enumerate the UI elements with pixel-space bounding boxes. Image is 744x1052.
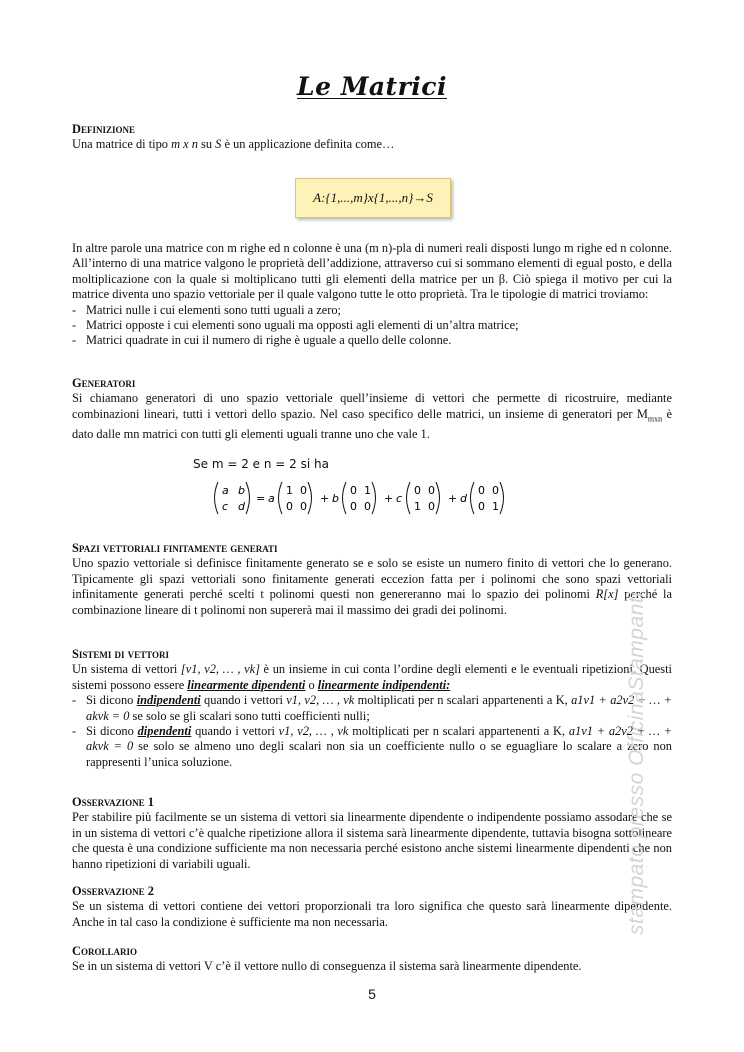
watermark: stampato presso OfficinaStampanti bbox=[625, 591, 648, 935]
heading-sistemi: Sistemi di vettori bbox=[72, 647, 169, 661]
section-corollario bbox=[72, 944, 672, 975]
svg-text:+: + bbox=[384, 492, 394, 505]
svg-text:0: 0 bbox=[364, 500, 371, 513]
section-osservazione-1 bbox=[72, 795, 672, 872]
osservazione-2-paragraph: Se un sistema di vettori contiene dei vettori proporzionali tra loro significa che questo sarà linearmente dipendente. Anche in tal caso la condizione è sufficiente ma non necessaria. bbox=[72, 899, 672, 929]
svg-text:+: + bbox=[448, 492, 458, 505]
coeff: b bbox=[332, 492, 339, 505]
svg-text:0: 0 bbox=[428, 484, 435, 497]
section-spazi bbox=[72, 541, 672, 618]
coeff: a bbox=[268, 492, 275, 505]
corollario-paragraph: Se in un sistema di vettori V c’è il vettore nullo di conseguenza il sistema sarà linearmente dipendente. bbox=[72, 959, 582, 974]
svg-text:0: 0 bbox=[478, 484, 485, 497]
basis-matrix bbox=[471, 482, 504, 514]
heading-definizione: Definizione bbox=[72, 122, 135, 136]
equation-label: Se m = 2 e n = 2 si ha bbox=[193, 457, 329, 471]
list-item: - Matrici quadrate in cui il numero di righe è uguale a quello delle colonne. bbox=[72, 333, 672, 348]
basis-matrix bbox=[343, 482, 376, 514]
matrix-types-list bbox=[72, 303, 672, 349]
spazi-paragraph: Uno spazio vettoriale si definisce finitamente generato se e solo se esiste un numero finito di vettori che lo generano. Tipicamente gli spazi vettoriali sono finitamente generati eccezion fatta per i polinomi che sono spazi vettoriali infinitamente generati perché scelti t polinomi questi non genereranno mai lo spazio dei polinomi R[x] perché la combinazione lineare di t polinomi non supererà mai il massimo dei gradi dei polinomi. bbox=[72, 556, 672, 617]
heading-generatori: Generatori bbox=[72, 376, 136, 390]
sistemi-paragraph: Un sistema di vettori [v1, v2, … , vk] è un insieme in cui conta l’ordine degli elementi e le eventuali ripetizioni. Questi sistemi possono essere linearmente dipendenti o linearmente indipendenti: bbox=[72, 662, 672, 692]
matrix-entry: b bbox=[238, 484, 245, 497]
svg-text:0: 0 bbox=[492, 484, 499, 497]
coeff: d bbox=[460, 492, 467, 505]
list-item: - Matrici nulle i cui elementi sono tutti uguali a zero; bbox=[72, 303, 672, 318]
svg-text:0: 0 bbox=[428, 500, 435, 513]
svg-text:1: 1 bbox=[414, 500, 421, 513]
section-sistemi bbox=[72, 647, 672, 770]
svg-text:0: 0 bbox=[478, 500, 485, 513]
sistemi-list bbox=[72, 693, 672, 770]
svg-text:0: 0 bbox=[300, 484, 307, 497]
svg-text:0: 0 bbox=[286, 500, 293, 513]
list-item: - Si dicono indipendenti quando i vettori v1, v2, … , vk moltiplicati per n scalari appartenenti a K, a1v1 + a2v2 + … + akvk = 0 se solo se gli scalari sono tutti coefficienti nulli; bbox=[72, 693, 672, 724]
svg-text:1: 1 bbox=[364, 484, 371, 497]
heading-osservazione-1: Osservazione 1 bbox=[72, 795, 154, 809]
coeff: c bbox=[396, 492, 403, 505]
matrix-entry: a bbox=[222, 484, 229, 497]
matrix-main bbox=[215, 482, 250, 514]
definizione-body bbox=[72, 241, 672, 349]
heading-osservazione-2: Osservazione 2 bbox=[72, 884, 154, 898]
basis-matrix bbox=[407, 482, 440, 514]
heading-corollario: Corollario bbox=[72, 944, 137, 958]
svg-text:0: 0 bbox=[350, 500, 357, 513]
section-definizione bbox=[72, 122, 672, 153]
section-osservazione-2 bbox=[72, 884, 672, 930]
matrix-entry: d bbox=[238, 500, 245, 513]
definizione-paragraph: In altre parole una matrice con m righe ed n colonne è una (m n)-pla di numeri reali disposti lungo m righe ed n colonne. All’interno di una matrice valgono le proprietà dell’addizione, attraverso cui si sommano elementi di egual posto, e della moltiplicazione con la quale si moltiplicano tutti gli elementi della matrice per un β. Ciò spiega il motivo per cui la matrice diventa uno spazio vettoriale per il quale valgono tutte le otto proprietà. Tra le tipologie di matrici troviamo: bbox=[72, 241, 672, 302]
matrix-entry: c bbox=[222, 500, 229, 513]
svg-text:0: 0 bbox=[300, 500, 307, 513]
svg-text:+: + bbox=[320, 492, 330, 505]
svg-text:1: 1 bbox=[286, 484, 293, 497]
svg-text:1: 1 bbox=[492, 500, 499, 513]
section-generatori bbox=[72, 376, 672, 442]
definition-formula-box: A:{1,...,m}x{1,...,n}→S bbox=[295, 178, 451, 218]
generatori-paragraph: Si chiamano generatori di uno spazio vettoriale quell’insieme di vettori che permette di ricostruire, mediante combinazioni lineari, tutti i vettori dello spazio. Nel caso specifico delle matrici, un insieme di generatori per $M_{mxn}$ è dato dalle mn matrici con tutti gli elementi uguali tranne uno che vale 1. bbox=[72, 391, 672, 441]
list-item: - Si dicono dipendenti quando i vettori v1, v2, … , vk moltiplicati per n scalari appartenenti a K, a1v1 + a2v2 + … + akvk = 0 se solo se almeno uno degli scalari non sia un coefficiente nullo o se eguagliare lo scalare a zero non rappresenti l’unica soluzione. bbox=[72, 724, 672, 770]
osservazione-1-paragraph: Per stabilire più facilmente se un sistema di vettori sia linearmente dipendente o indipendente possiamo assodare che se in un sistema di vettori c’è qualche ripetizione allora il sistema sarà linearmente dipendente, tuttavia bisogna sottolineare che questa è una condizione sufficiente ma non necessaria perché esistono anche sistemi linearmente dipendenti che non hanno ripetizioni di variabili uguali. bbox=[72, 810, 672, 871]
basis-matrix bbox=[279, 482, 312, 514]
page-title: Le Matrici bbox=[297, 72, 447, 101]
list-item: - Matrici opposte i cui elementi sono uguali ma opposti agli elementi di un’altra matrice; bbox=[72, 318, 672, 333]
page-number: 5 bbox=[368, 986, 376, 1002]
heading-spazi: Spazi vettoriali finitamente generati bbox=[72, 541, 278, 555]
generators-equation bbox=[210, 478, 540, 518]
definizione-intro: Una matrice di tipo m x n su S è un applicazione definita come… bbox=[72, 137, 395, 152]
svg-text:0: 0 bbox=[414, 484, 421, 497]
svg-text:=: = bbox=[256, 492, 266, 505]
svg-text:0: 0 bbox=[350, 484, 357, 497]
